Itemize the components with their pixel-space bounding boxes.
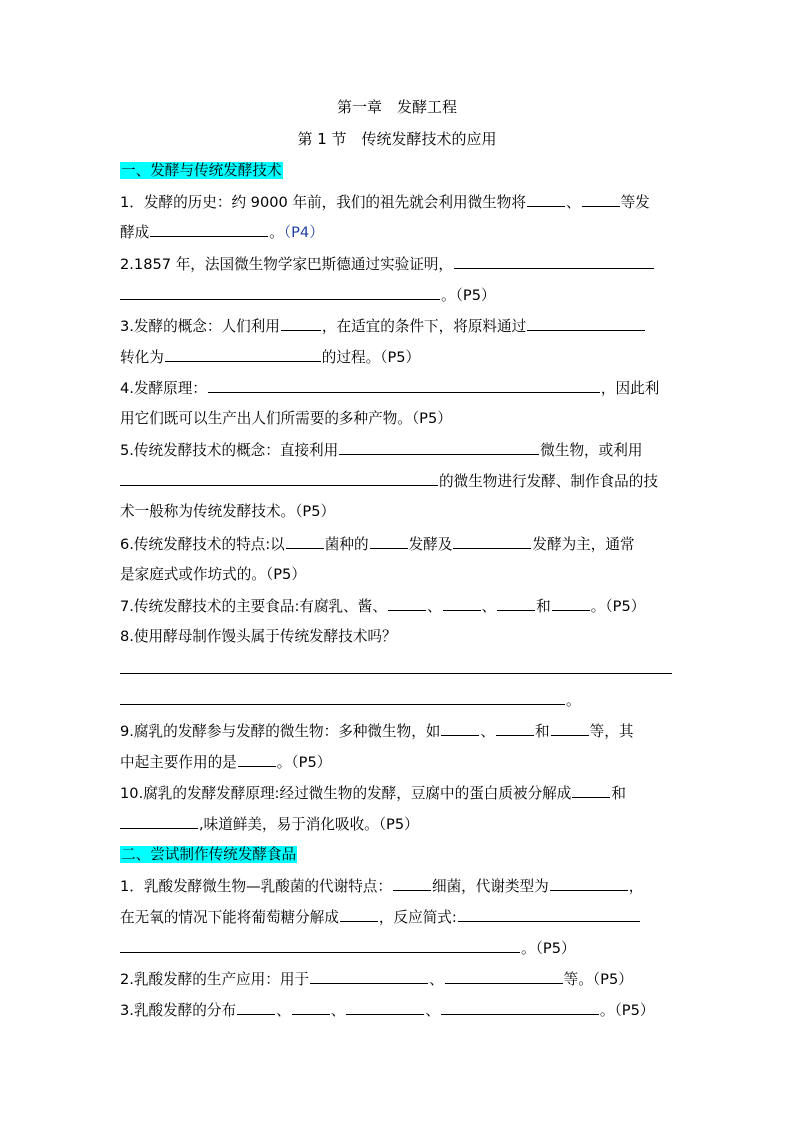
answer-line[interactable] [120,672,672,674]
question-8-line-1: 8.使用酵母制作馒头属于传统发酵技术吗？ [120,628,397,645]
chapter-title: 第一章 发酵工程 [336,98,457,116]
blank[interactable] [441,1000,599,1015]
blank[interactable] [454,254,654,269]
blank[interactable] [165,347,321,362]
question-5-line-3: 术一般称为传统发酵技术。（P5） [120,503,336,520]
part2-question-1-line-2: 在无氧的情况下能将葡萄糖分解成 ，反应简式: [120,907,675,928]
blank[interactable] [497,596,535,611]
part2-heading: 二、尝试制作传统发酵食品 [121,846,297,863]
question-9-line-1: 9.腐乳的发酵参与发酵的微生物：多种微生物，如 、 和 等，其 [120,723,634,740]
blank[interactable] [551,721,589,736]
blank[interactable] [527,316,645,331]
blank[interactable] [552,596,590,611]
blank[interactable] [120,471,438,486]
question-5-line-2: 的微生物进行发酵、制作食品的技 [120,471,675,492]
question-7-line-1: 7.传统发酵技术的主要食品:有腐乳、酱、 、 、 和 。（P5） [120,598,646,615]
blank[interactable] [445,969,563,984]
blank[interactable] [550,876,628,891]
question-5-line-1: 5.传统发酵技术的概念：直接利用 微生物，或利用 [120,442,643,459]
question-4-line-2: 用它们既可以生产出人们所需要的多种产物。（P5） [120,410,452,427]
blank[interactable] [120,690,565,705]
blank[interactable] [388,596,426,611]
blank[interactable] [208,378,600,393]
part1-heading: 一、发酵与传统发酵技术 [121,162,282,179]
part2-question-1-line-1: 1．乳酸发酵微生物—乳酸菌的代谢特点： 细菌，代谢类型为 ， [120,878,644,895]
blank[interactable] [120,938,520,953]
question-6-line-2: 是家庭式或作坊式的。（P5） [120,566,306,583]
question-2-line-1: 2.1857 年，法国微生物学家巴斯德通过实验证明， [120,254,675,275]
blank[interactable] [120,814,198,829]
blank[interactable] [237,1000,275,1015]
blank[interactable] [292,1000,330,1015]
blank[interactable] [370,534,408,549]
question-4-line-1: 4.发酵原理： ，因此利 [120,380,660,397]
blank[interactable] [340,907,378,922]
blank[interactable] [443,596,481,611]
blank[interactable] [441,721,479,736]
blank[interactable] [527,192,565,207]
blank[interactable] [453,534,531,549]
question-1-line-1: 1．发酵的历史：约 9000 年前，我们的祖先就会利用微生物将 、 等发 [120,194,650,211]
blank[interactable] [393,876,431,891]
question-3-line-2: 转化为 的过程。（P5） [120,349,421,366]
blank[interactable] [572,783,610,798]
part2-question-2-line-1: 2.乳酸发酵的生产应用：用于 、 等。（P5） [120,971,633,988]
question-10-line-1: 10.腐乳的发酵发酵原理:经过微生物的发酵，豆腐中的蛋白质被分解成 和 [120,785,626,802]
question-1-line-2: 酵成 。（P4） [120,224,324,241]
blank[interactable] [120,285,440,300]
blank[interactable] [458,907,640,922]
question-10-line-2: ,味道鲜美，易于消化吸收。（P5） [120,814,675,835]
question-8-line-3: 。 [120,690,675,711]
blank[interactable] [496,721,534,736]
blank[interactable] [150,222,268,237]
blank[interactable] [238,752,276,767]
part2-question-3-line-1: 3.乳酸发酵的分布 、 、 、 。（P5） [120,1002,655,1019]
blank[interactable] [281,316,321,331]
part2-question-1-line-3: 。（P5） [120,938,675,959]
blank[interactable] [582,192,620,207]
blank[interactable] [286,534,324,549]
section-title: 第 1 节 传统发酵技术的应用 [297,130,497,148]
blank[interactable] [339,440,539,455]
blank[interactable] [310,969,428,984]
question-3-line-1: 3.发酵的概念：人们利用 ，在适宜的条件下，将原料通过 [120,316,675,337]
question-6-line-1: 6.传统发酵技术的特点:以 菌种的 发酵及 发酵为主，通常 [120,536,635,553]
question-2-line-2: 。（P5） [120,285,675,306]
question-9-line-2: 中起主要作用的是 。（P5） [120,754,332,771]
blank[interactable] [346,1000,424,1015]
